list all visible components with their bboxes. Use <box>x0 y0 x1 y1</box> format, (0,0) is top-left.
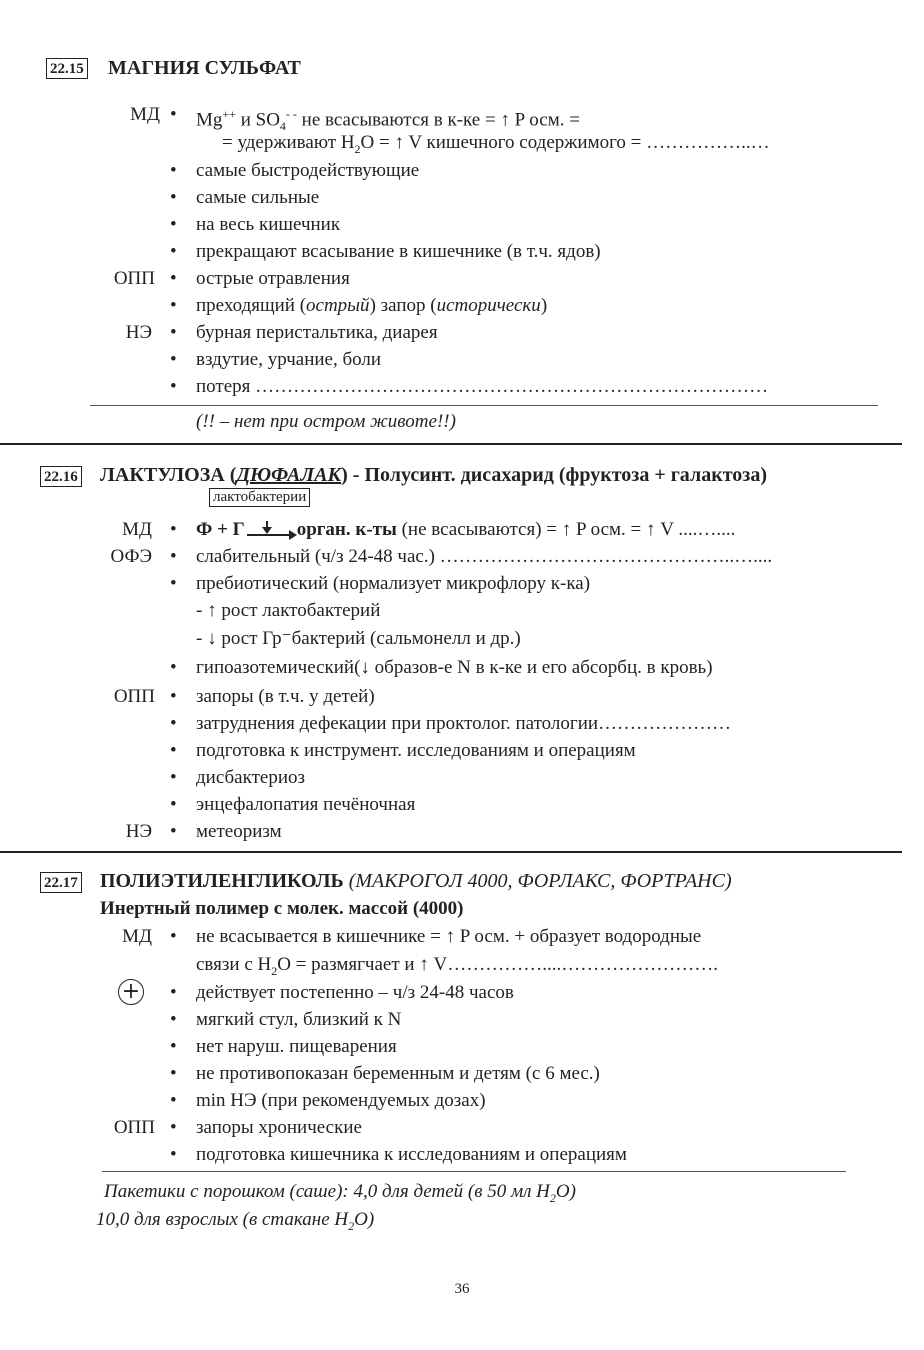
md-line: Ф + Г орган. к-ты (не всасываются) = ↑ P осм. = ↑ V ....….... <box>196 519 736 540</box>
list-item: острые отравления <box>196 268 350 289</box>
md-label: МД <box>130 104 160 125</box>
md-label: МД <box>122 519 152 540</box>
bullet: • <box>170 187 177 208</box>
bullet: • <box>170 1063 177 1084</box>
section-divider <box>0 443 902 445</box>
section-subtitle: Инертный полимер с молек. массой (4000) <box>100 898 464 919</box>
ne-label: НЭ <box>125 821 152 842</box>
bullet: • <box>170 1144 177 1165</box>
list-item: подготовка кишечника к исследованиям и операциям <box>196 1144 627 1165</box>
list-item: энцефалопатия печёночная <box>196 794 416 815</box>
ne-label: НЭ <box>125 322 152 343</box>
section-divider <box>0 851 902 853</box>
bullet: • <box>170 657 177 678</box>
bullet: • <box>170 376 177 397</box>
footnote-line-2: 10,0 для взрослых (в стакане $H_2O$) <box>96 1209 375 1233</box>
list-item: min НЭ (при рекомендуемых дозах) <box>196 1090 486 1111</box>
bullet: • <box>170 982 177 1003</box>
note: (!! – нет при остром животе!!) <box>196 411 456 432</box>
md-line-2: связи с $H_2O$ = размягчает и ↑ V……………....……………………. <box>196 954 719 978</box>
section-title: МАГНИЯ СУЛЬФАТ <box>108 57 301 79</box>
bullet: • <box>170 214 177 235</box>
list-item: дисбактериоз <box>196 767 305 788</box>
bullet: • <box>170 926 177 947</box>
list-item: на весь кишечник <box>196 214 341 235</box>
bullet: • <box>170 767 177 788</box>
list-item: запоры хронические <box>196 1117 362 1138</box>
divider <box>102 1171 846 1172</box>
list-item: потеря ……………………………………………………………………… <box>196 376 769 397</box>
bullet: • <box>170 322 177 343</box>
md-label: МД <box>122 926 152 947</box>
section-title: ЛАКТУЛОЗА (ДЮФАЛАК) - Полусинт. дисахарид (фруктоза + галактоза) <box>100 464 767 486</box>
bullet: • <box>170 519 177 540</box>
opp-label: ОПП <box>113 686 155 707</box>
bullet: • <box>170 794 177 815</box>
section-number: 22.17 <box>40 872 82 893</box>
bullet: • <box>170 821 177 842</box>
section-number: 22.15 <box>46 58 88 79</box>
bullet: • <box>170 241 177 262</box>
opp-label: ОПП <box>113 268 155 289</box>
divider <box>90 405 878 406</box>
lactobacteria-box: лактобактерии <box>209 488 310 507</box>
list-item: бурная перистальтика, диарея <box>196 322 438 343</box>
sub-item: - ↑ рост лактобактерий <box>196 600 381 621</box>
bullet: • <box>170 1090 177 1111</box>
list-item: пребиотический (нормализует микрофлору к-ка) <box>196 573 591 594</box>
bullet: • <box>170 546 177 567</box>
page-number: 36 <box>454 1281 470 1297</box>
list-item: преходящий (острый) запор (исторически) <box>196 295 548 316</box>
list-item: запоры (в т.ч. у детей) <box>196 686 375 707</box>
list-item: метеоризм <box>196 821 282 842</box>
bullet: • <box>170 573 177 594</box>
list-item: прекращают всасывание в кишечнике (в т.ч. ядов) <box>196 241 601 262</box>
opp-label: ОПП <box>113 1117 155 1138</box>
md-line-1: Mg++ и $SO_4^{- -}$ не всасываются в к-ке = ↑ P осм. = <box>196 107 580 134</box>
list-item: самые быстродействующие <box>196 160 420 181</box>
list-item: не противопоказан беременным и детям (с 6 мес.) <box>196 1063 600 1084</box>
bullet: • <box>170 295 177 316</box>
bullet: • <box>170 349 177 370</box>
bullet: • <box>170 1036 177 1057</box>
list-item: нет наруш. пищеварения <box>196 1036 397 1057</box>
plus-circle-icon: + <box>118 979 144 1005</box>
list-item: самые сильные <box>196 187 320 208</box>
footnote-line-1: Пакетики с порошком (саше): 4,0 для детей (в 50 мл $H_2O$) <box>104 1181 576 1205</box>
list-item: вздутие, урчание, боли <box>196 349 382 370</box>
bullet: • <box>170 686 177 707</box>
bullet: • <box>170 1009 177 1030</box>
bullet: • <box>170 713 177 734</box>
bullet: • <box>170 740 177 761</box>
bullet: • <box>170 104 177 125</box>
ofe-label: ОФЭ <box>110 546 152 567</box>
list-item: подготовка к инструмент. исследованиям и операциям <box>196 740 636 761</box>
section-number: 22.16 <box>40 466 82 487</box>
section-title: ПОЛИЭТИЛЕНГЛИКОЛЬ (МАКРОГОЛ 4000, ФОРЛАКС, ФОРТРАНС) <box>100 870 732 892</box>
list-item: действует постепенно – ч/з 24-48 часов <box>196 982 514 1003</box>
list-item: гипоазотемический(↓ образов-е N в к-ке и его абсорбц. в кровь) <box>196 657 713 678</box>
sub-item: - ↓ рост Гр⁻бактерий (сальмонелл и др.) <box>196 628 521 649</box>
md-line-1: не всасывается в кишечнике = ↑ P осм. + образует водородные <box>196 926 702 947</box>
list-item: затруднения дефекации при проктолог. патологии………………… <box>196 713 732 734</box>
bullet: • <box>170 1117 177 1138</box>
bullet: • <box>170 268 177 289</box>
list-item: слабительный (ч/з 24-48 час.) ………………………………………..….... <box>196 546 773 567</box>
bullet: • <box>170 160 177 181</box>
list-item: мягкий стул, близкий к N <box>196 1009 402 1030</box>
md-line-2: = удерживают $H_2O$ = ↑ V кишечного содержимого = ……………..… <box>222 132 770 156</box>
